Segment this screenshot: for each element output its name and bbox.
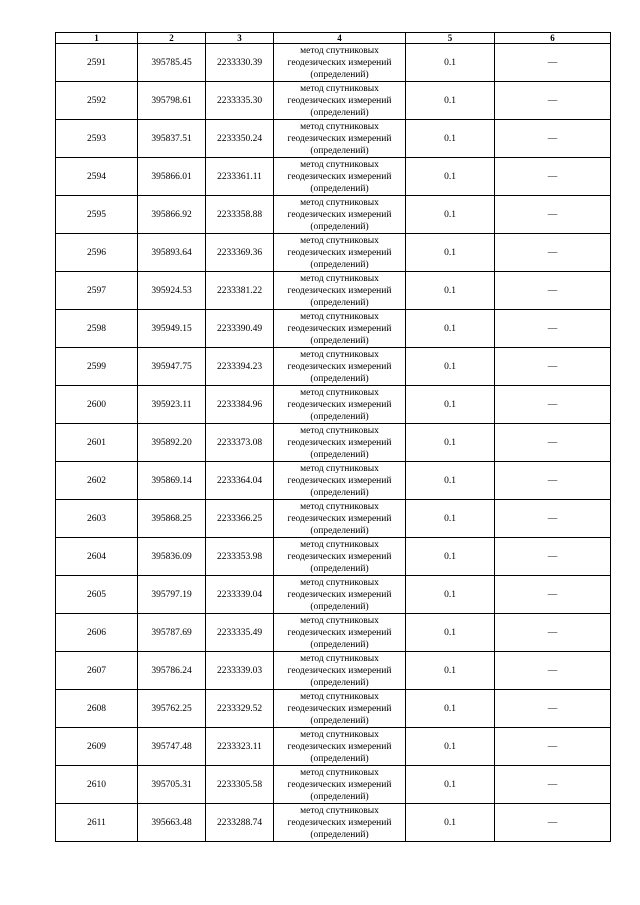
method-line-3: (определений) (310, 487, 369, 498)
table-row (56, 804, 611, 842)
method-line-1: метод спутниковых (300, 463, 379, 474)
accuracy-value: 0.1 (406, 120, 495, 158)
method-cell (274, 310, 406, 348)
note-dash: — (495, 348, 611, 386)
note-dash: — (495, 424, 611, 462)
method-cell (274, 424, 406, 462)
coordinate-x: 395837.51 (138, 120, 206, 158)
table-row (56, 234, 611, 272)
method-line-3: (определений) (310, 601, 369, 612)
table-row (56, 614, 611, 652)
method-line-2: геодезических измерений (287, 285, 392, 296)
header-cell-5: 5 (406, 33, 495, 44)
header-cell-2: 2 (138, 33, 206, 44)
method-line-3: (определений) (310, 563, 369, 574)
point-number: 2608 (56, 690, 138, 728)
method-line-2: геодезических измерений (287, 323, 392, 334)
method-line-2: геодезических измерений (287, 57, 392, 68)
coordinate-x: 395798.61 (138, 82, 206, 120)
point-number: 2599 (56, 348, 138, 386)
method-line-1: метод спутниковых (300, 425, 379, 436)
coordinate-x: 395836.09 (138, 538, 206, 576)
method-line-2: геодезических измерений (287, 627, 392, 638)
coordinate-y: 2233361.11 (206, 158, 274, 196)
coordinate-x: 395923.11 (138, 386, 206, 424)
coordinate-y: 2233358.88 (206, 196, 274, 234)
table-row (56, 538, 611, 576)
accuracy-value: 0.1 (406, 348, 495, 386)
point-number: 2594 (56, 158, 138, 196)
note-dash: — (495, 538, 611, 576)
coordinate-x: 395786.24 (138, 652, 206, 690)
method-cell (274, 538, 406, 576)
method-line-3: (определений) (310, 753, 369, 764)
method-line-2: геодезических измерений (287, 741, 392, 752)
table-row (56, 44, 611, 82)
method-cell (274, 82, 406, 120)
coordinate-x: 395949.15 (138, 310, 206, 348)
method-line-2: геодезических измерений (287, 399, 392, 410)
method-cell (274, 462, 406, 500)
accuracy-value: 0.1 (406, 766, 495, 804)
method-line-2: геодезических измерений (287, 133, 392, 144)
accuracy-value: 0.1 (406, 462, 495, 500)
table-body (56, 44, 611, 842)
coordinate-x: 395787.69 (138, 614, 206, 652)
method-line-1: метод спутниковых (300, 577, 379, 588)
point-number: 2593 (56, 120, 138, 158)
point-number: 2609 (56, 728, 138, 766)
coordinate-x: 395866.92 (138, 196, 206, 234)
note-dash: — (495, 500, 611, 538)
table-row (56, 348, 611, 386)
coordinate-y: 2233394.23 (206, 348, 274, 386)
table-row (56, 120, 611, 158)
method-line-3: (определений) (310, 411, 369, 422)
coordinate-x: 395869.14 (138, 462, 206, 500)
note-dash: — (495, 614, 611, 652)
accuracy-value: 0.1 (406, 500, 495, 538)
coordinate-x: 395705.31 (138, 766, 206, 804)
accuracy-value: 0.1 (406, 652, 495, 690)
method-line-1: метод спутниковых (300, 767, 379, 778)
header-row (56, 33, 611, 44)
note-dash: — (495, 766, 611, 804)
accuracy-value: 0.1 (406, 196, 495, 234)
method-line-3: (определений) (310, 791, 369, 802)
method-line-3: (определений) (310, 829, 369, 840)
coordinate-x: 395762.25 (138, 690, 206, 728)
table-row (56, 424, 611, 462)
method-line-2: геодезических измерений (287, 589, 392, 600)
method-cell (274, 804, 406, 842)
coordinate-y: 2233390.49 (206, 310, 274, 348)
method-line-1: метод спутниковых (300, 273, 379, 284)
coordinate-y: 2233335.30 (206, 82, 274, 120)
method-line-2: геодезических измерений (287, 475, 392, 486)
coordinate-x: 395892.20 (138, 424, 206, 462)
accuracy-value: 0.1 (406, 44, 495, 82)
note-dash: — (495, 576, 611, 614)
note-dash: — (495, 44, 611, 82)
coordinate-y: 2233330.39 (206, 44, 274, 82)
method-line-1: метод спутниковых (300, 45, 379, 56)
coordinate-x: 395947.75 (138, 348, 206, 386)
coordinate-y: 2233350.24 (206, 120, 274, 158)
header-cell-1: 1 (56, 33, 138, 44)
coordinate-y: 2233353.98 (206, 538, 274, 576)
coordinate-x: 395924.53 (138, 272, 206, 310)
coordinate-y: 2233384.96 (206, 386, 274, 424)
method-line-1: метод спутниковых (300, 349, 379, 360)
accuracy-value: 0.1 (406, 690, 495, 728)
method-line-3: (определений) (310, 297, 369, 308)
method-line-3: (определений) (310, 69, 369, 80)
method-cell (274, 728, 406, 766)
method-line-2: геодезических измерений (287, 209, 392, 220)
accuracy-value: 0.1 (406, 272, 495, 310)
coordinate-y: 2233339.04 (206, 576, 274, 614)
accuracy-value: 0.1 (406, 804, 495, 842)
coordinate-x: 395866.01 (138, 158, 206, 196)
method-line-2: геодезических измерений (287, 513, 392, 524)
method-line-3: (определений) (310, 107, 369, 118)
coordinate-x: 395747.48 (138, 728, 206, 766)
point-number: 2595 (56, 196, 138, 234)
point-number: 2611 (56, 804, 138, 842)
accuracy-value: 0.1 (406, 386, 495, 424)
method-line-3: (определений) (310, 183, 369, 194)
method-line-2: геодезических измерений (287, 665, 392, 676)
accuracy-value: 0.1 (406, 614, 495, 652)
accuracy-value: 0.1 (406, 82, 495, 120)
note-dash: — (495, 386, 611, 424)
coordinate-x: 395785.45 (138, 44, 206, 82)
method-line-1: метод спутниковых (300, 539, 379, 550)
coordinate-x: 395663.48 (138, 804, 206, 842)
method-line-2: геодезических измерений (287, 703, 392, 714)
note-dash: — (495, 690, 611, 728)
point-number: 2591 (56, 44, 138, 82)
method-line-2: геодезических измерений (287, 171, 392, 182)
method-cell (274, 44, 406, 82)
coordinate-y: 2233329.52 (206, 690, 274, 728)
note-dash: — (495, 234, 611, 272)
method-cell (274, 386, 406, 424)
header-cell-4: 4 (274, 33, 406, 44)
method-cell (274, 690, 406, 728)
table-row (56, 272, 611, 310)
note-dash: — (495, 82, 611, 120)
method-line-2: геодезических измерений (287, 437, 392, 448)
method-line-1: метод спутниковых (300, 121, 379, 132)
note-dash: — (495, 120, 611, 158)
coordinate-y: 2233373.08 (206, 424, 274, 462)
point-number: 2602 (56, 462, 138, 500)
method-cell (274, 766, 406, 804)
coordinate-y: 2233364.04 (206, 462, 274, 500)
method-line-2: геодезических измерений (287, 779, 392, 790)
point-number: 2596 (56, 234, 138, 272)
method-line-3: (определений) (310, 525, 369, 536)
method-line-3: (определений) (310, 335, 369, 346)
coordinate-x: 395797.19 (138, 576, 206, 614)
method-line-3: (определений) (310, 145, 369, 156)
table-row (56, 652, 611, 690)
accuracy-value: 0.1 (406, 310, 495, 348)
coordinate-y: 2233288.74 (206, 804, 274, 842)
table-row (56, 386, 611, 424)
coordinate-y: 2233381.22 (206, 272, 274, 310)
coordinate-y: 2233366.25 (206, 500, 274, 538)
point-number: 2605 (56, 576, 138, 614)
method-cell (274, 158, 406, 196)
coordinate-y: 2233305.58 (206, 766, 274, 804)
note-dash: — (495, 158, 611, 196)
method-line-1: метод спутниковых (300, 197, 379, 208)
table-row (56, 728, 611, 766)
method-line-3: (определений) (310, 449, 369, 460)
table-row (56, 462, 611, 500)
accuracy-value: 0.1 (406, 576, 495, 614)
point-number: 2610 (56, 766, 138, 804)
note-dash: — (495, 728, 611, 766)
method-line-1: метод спутниковых (300, 691, 379, 702)
coordinates-table (55, 32, 611, 842)
method-cell (274, 500, 406, 538)
method-line-3: (определений) (310, 259, 369, 270)
method-line-1: метод спутниковых (300, 653, 379, 664)
method-line-2: геодезических измерений (287, 551, 392, 562)
method-line-1: метод спутниковых (300, 159, 379, 170)
point-number: 2592 (56, 82, 138, 120)
method-cell (274, 614, 406, 652)
method-line-3: (определений) (310, 373, 369, 384)
method-cell (274, 196, 406, 234)
method-cell (274, 576, 406, 614)
point-number: 2604 (56, 538, 138, 576)
table-row (56, 82, 611, 120)
note-dash: — (495, 804, 611, 842)
method-line-1: метод спутниковых (300, 387, 379, 398)
coordinate-x: 395868.25 (138, 500, 206, 538)
table-row (56, 690, 611, 728)
table-row (56, 766, 611, 804)
point-number: 2601 (56, 424, 138, 462)
note-dash: — (495, 196, 611, 234)
point-number: 2603 (56, 500, 138, 538)
method-line-3: (определений) (310, 221, 369, 232)
method-cell (274, 348, 406, 386)
note-dash: — (495, 272, 611, 310)
header-cell-3: 3 (206, 33, 274, 44)
method-line-1: метод спутниковых (300, 311, 379, 322)
method-line-1: метод спутниковых (300, 501, 379, 512)
header-cell-6: 6 (495, 33, 611, 44)
point-number: 2597 (56, 272, 138, 310)
accuracy-value: 0.1 (406, 728, 495, 766)
table-row (56, 196, 611, 234)
table-row (56, 500, 611, 538)
coordinate-y: 2233339.03 (206, 652, 274, 690)
coordinate-y: 2233335.49 (206, 614, 274, 652)
note-dash: — (495, 652, 611, 690)
coordinate-y: 2233323.11 (206, 728, 274, 766)
method-cell (274, 120, 406, 158)
accuracy-value: 0.1 (406, 424, 495, 462)
point-number: 2600 (56, 386, 138, 424)
table-row (56, 310, 611, 348)
method-line-2: геодезических измерений (287, 247, 392, 258)
table-row (56, 576, 611, 614)
method-line-1: метод спутниковых (300, 235, 379, 246)
accuracy-value: 0.1 (406, 538, 495, 576)
method-line-3: (определений) (310, 639, 369, 650)
method-cell (274, 272, 406, 310)
coordinate-x: 395893.64 (138, 234, 206, 272)
method-line-2: геодезических измерений (287, 817, 392, 828)
method-line-3: (определений) (310, 715, 369, 726)
method-line-3: (определений) (310, 677, 369, 688)
method-cell (274, 234, 406, 272)
method-line-1: метод спутниковых (300, 729, 379, 740)
method-line-2: геодезических измерений (287, 361, 392, 372)
accuracy-value: 0.1 (406, 234, 495, 272)
accuracy-value: 0.1 (406, 158, 495, 196)
note-dash: — (495, 310, 611, 348)
table-row (56, 158, 611, 196)
method-cell (274, 652, 406, 690)
method-line-1: метод спутниковых (300, 805, 379, 816)
method-line-2: геодезических измерений (287, 95, 392, 106)
coordinate-y: 2233369.36 (206, 234, 274, 272)
point-number: 2607 (56, 652, 138, 690)
point-number: 2606 (56, 614, 138, 652)
method-line-1: метод спутниковых (300, 615, 379, 626)
point-number: 2598 (56, 310, 138, 348)
method-line-1: метод спутниковых (300, 83, 379, 94)
note-dash: — (495, 462, 611, 500)
